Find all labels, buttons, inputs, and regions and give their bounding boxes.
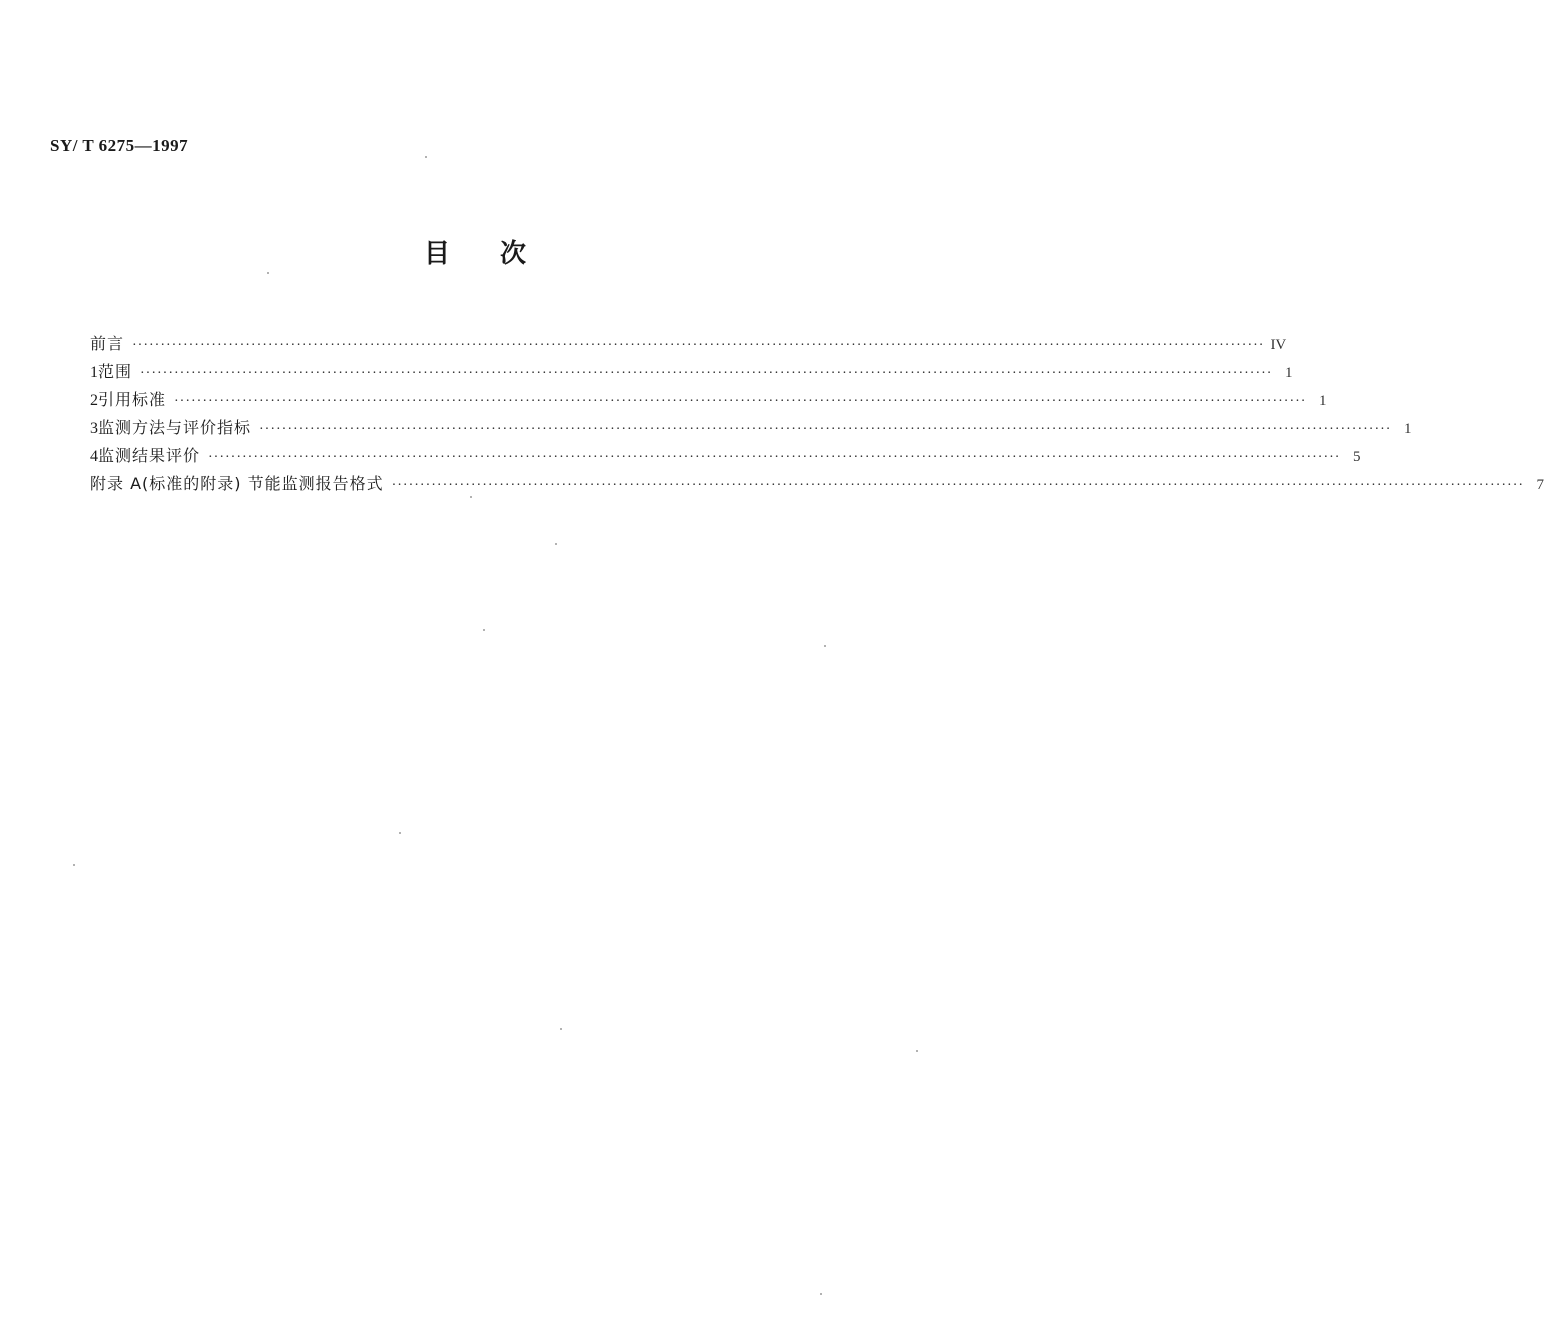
scan-speck	[399, 832, 401, 834]
toc-entry-normative-references[interactable]	[90, 387, 1327, 415]
toc-entry-page: 1	[1284, 365, 1293, 381]
table-of-contents	[90, 331, 1544, 499]
toc-entry-scope[interactable]	[90, 359, 1293, 387]
toc-entry-methods[interactable]	[90, 415, 1412, 443]
toc-entry-label: 监测方法与评价指标	[98, 418, 252, 437]
toc-entry-page: 5	[1352, 449, 1361, 465]
toc-leader-dots: ········································································································································································································	[208, 450, 1341, 465]
toc-entry-number: 3	[90, 420, 98, 437]
toc-leader-dots: ········································································································································································································	[391, 478, 1525, 493]
toc-entry-appendix-a[interactable]	[90, 471, 1544, 499]
toc-leader-dots: ········································································································································································································	[132, 338, 1265, 353]
toc-entry-foreword[interactable]	[90, 331, 1287, 359]
toc-leader-dots: ········································································································································································································	[259, 422, 1392, 437]
scan-speck	[555, 543, 557, 545]
scan-speck	[916, 1050, 918, 1052]
toc-entry-label: 前言	[90, 334, 125, 353]
page-title-char-2: 次	[500, 239, 527, 269]
toc-entry-number: 1	[90, 364, 98, 381]
page-title	[0, 236, 950, 272]
scan-speck	[73, 864, 75, 866]
toc-entry-number: 2	[90, 392, 98, 409]
scan-speck	[267, 272, 269, 274]
toc-entry-page: 7	[1536, 477, 1544, 493]
toc-entry-evaluation[interactable]	[90, 443, 1361, 471]
toc-entry-page: 1	[1318, 393, 1327, 409]
standard-code: SY/ T 6275—1997	[50, 136, 189, 155]
toc-leader-dots: ········································································································································································································	[140, 366, 1273, 381]
toc-entry-label: 引用标准	[98, 390, 167, 409]
page-title-char-1: 目	[423, 239, 450, 269]
scan-speck	[820, 1293, 822, 1295]
scan-speck	[560, 1028, 562, 1030]
toc-entry-number: 4	[90, 448, 98, 465]
scan-speck	[425, 156, 427, 158]
toc-entry-label: 附录 A(标准的附录) 节能监测报告格式	[90, 474, 384, 493]
scan-speck	[824, 645, 826, 647]
toc-leader-dots: ········································································································································································································	[174, 394, 1307, 409]
toc-entry-label: 监测结果评价	[98, 446, 201, 465]
toc-entry-page: IV	[1270, 337, 1287, 353]
scan-speck	[470, 496, 472, 498]
scan-speck	[483, 629, 485, 631]
toc-entry-page: 1	[1403, 421, 1412, 437]
toc-entry-label: 范围	[98, 362, 133, 381]
